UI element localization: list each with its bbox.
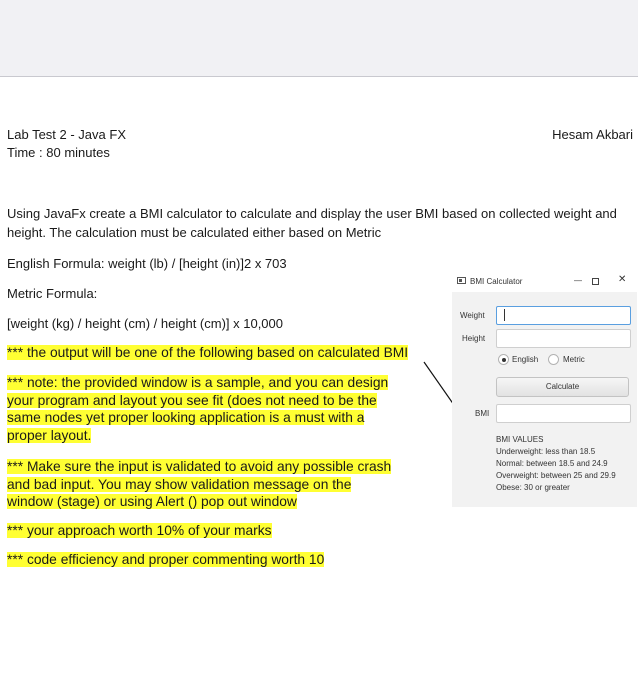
english-radio-label: English — [512, 355, 539, 364]
bmi-values-title: BMI VALUES — [496, 435, 544, 444]
minimize-button[interactable]: — — [574, 276, 582, 285]
intro-line-2: height. The calculation must be calculated either based on Metric — [7, 225, 382, 240]
note-efficiency: *** code efficiency and proper commenting worth 10 — [7, 552, 325, 567]
bmi-label: BMI — [475, 409, 490, 418]
height-label: Height — [462, 334, 486, 343]
lab-title: Lab Test 2 - Java FX — [7, 127, 126, 142]
intro-line-1: Using JavaFx create a BMI calculator to calculate and display the user BMI based on collected weight and — [7, 206, 617, 221]
weight-input[interactable] — [496, 306, 631, 325]
note-window: *** note: the provided window is a sample, and you can design your program and layout you see fit (does not need to be the same nodes yet proper looking application is a must with a proper layout. — [7, 375, 389, 443]
note-approach: *** your approach worth 10% of your marks — [7, 523, 272, 538]
bmi-output — [496, 404, 631, 423]
bmi-value-normal: Normal: between 18.5 and 24.9 — [496, 459, 608, 468]
time-limit: Time : 80 minutes — [7, 145, 110, 160]
window-title-bar — [452, 270, 637, 292]
app-icon — [457, 277, 466, 284]
note-output: *** the output will be one of the following based on calculated BMI — [7, 345, 409, 360]
calculate-button[interactable]: Calculate — [496, 377, 629, 397]
bmi-calculator-window — [452, 270, 637, 507]
weight-label: Weight — [460, 311, 485, 320]
metric-radio[interactable] — [548, 354, 559, 365]
bmi-value-overweight: Overweight: between 25 and 29.9 — [496, 471, 616, 480]
text-cursor — [504, 309, 505, 321]
english-radio[interactable] — [498, 354, 509, 365]
metric-formula-label: Metric Formula: — [7, 286, 98, 301]
window-title: BMI Calculator — [470, 277, 523, 286]
note-validation: *** Make sure the input is validated to avoid any possible crash and bad input. You may show validation message on the window (stage) or using Alert () pop out window — [7, 459, 392, 509]
close-button[interactable]: ✕ — [618, 274, 627, 285]
metric-radio-label: Metric — [563, 355, 585, 364]
english-formula: English Formula: weight (lb) / [height (in)]2 x 703 — [7, 256, 287, 271]
height-input[interactable] — [496, 329, 631, 348]
bmi-value-underweight: Underweight: less than 18.5 — [496, 447, 596, 456]
author-name: Hesam Akbari — [552, 127, 633, 142]
bmi-value-obese: Obese: 30 or greater — [496, 483, 570, 492]
metric-formula: [weight (kg) / height (cm) / height (cm)] x 10,000 — [7, 316, 283, 331]
maximize-button[interactable] — [592, 278, 599, 285]
